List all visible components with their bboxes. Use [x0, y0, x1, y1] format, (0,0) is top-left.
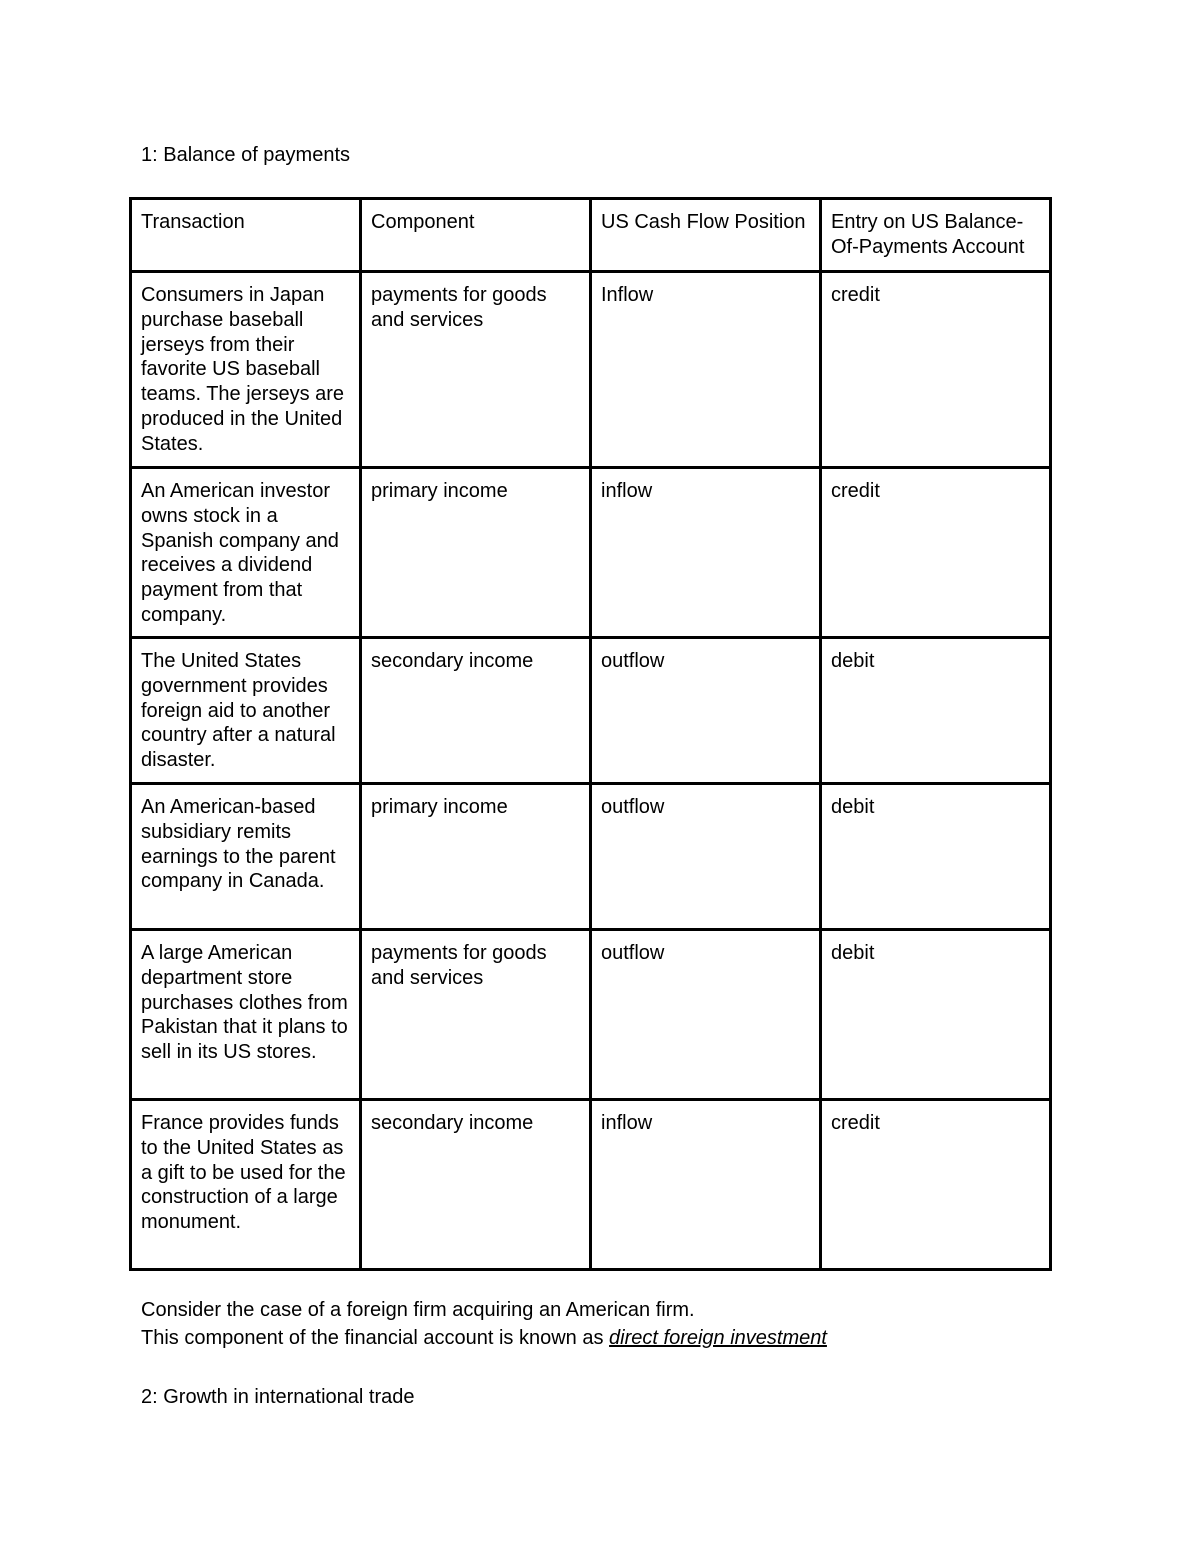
cell-component: payments for goods and services [361, 930, 591, 1100]
table-row [131, 468, 1051, 638]
cell-transaction: An American investor owns stock in a Spanish company and receives a dividend payment from that company. [131, 468, 361, 638]
table-row [131, 272, 1051, 468]
note-line-2 [141, 1324, 827, 1352]
header-transaction: Transaction [131, 199, 361, 272]
table-row [131, 1100, 1051, 1270]
cell-component: secondary income [361, 1100, 591, 1270]
cell-component: secondary income [361, 638, 591, 784]
cell-cash-flow: inflow [591, 468, 821, 638]
cell-component: primary income [361, 468, 591, 638]
header-entry: Entry on US Balance-Of-Payments Account [821, 199, 1051, 272]
cell-cash-flow: outflow [591, 638, 821, 784]
note-line-2-text: This component of the financial account is known as [141, 1327, 610, 1349]
balance-of-payments-table [129, 197, 1052, 1271]
table-row [131, 638, 1051, 784]
cell-entry: credit [821, 1100, 1051, 1270]
cell-transaction: An American-based subsidiary remits earnings to the parent company in Canada. [131, 784, 361, 930]
table-row [131, 784, 1051, 930]
cell-transaction: France provides funds to the United States as a gift to be used for the construction of a large monument. [131, 1100, 361, 1270]
cell-entry: credit [821, 272, 1051, 468]
section-2-title: 2: Growth in international trade [141, 1386, 415, 1408]
header-cash-flow: US Cash Flow Position [591, 199, 821, 272]
cell-cash-flow: outflow [591, 784, 821, 930]
table-row [131, 930, 1051, 1100]
cell-entry: credit [821, 468, 1051, 638]
cell-transaction: The United States government provides foreign aid to another country after a natural disaster. [131, 638, 361, 784]
cell-cash-flow: Inflow [591, 272, 821, 468]
cell-entry: debit [821, 784, 1051, 930]
note-answer: direct foreign investment [609, 1327, 827, 1349]
cell-entry: debit [821, 930, 1051, 1100]
cell-component: primary income [361, 784, 591, 930]
header-component: Component [361, 199, 591, 272]
table-header-row [131, 199, 1051, 272]
cell-entry: debit [821, 638, 1051, 784]
section-1-title: 1: Balance of payments [141, 144, 351, 166]
cell-transaction: A large American department store purchases clothes from Pakistan that it plans to sell in its US stores. [131, 930, 361, 1100]
cell-transaction: Consumers in Japan purchase baseball jerseys from their favorite US baseball teams. The jerseys are produced in the United States. [131, 272, 361, 468]
cell-cash-flow: outflow [591, 930, 821, 1100]
cell-cash-flow: inflow [591, 1100, 821, 1270]
note-line-1: Consider the case of a foreign firm acquiring an American firm. [141, 1299, 695, 1321]
cell-component: payments for goods and services [361, 272, 591, 468]
